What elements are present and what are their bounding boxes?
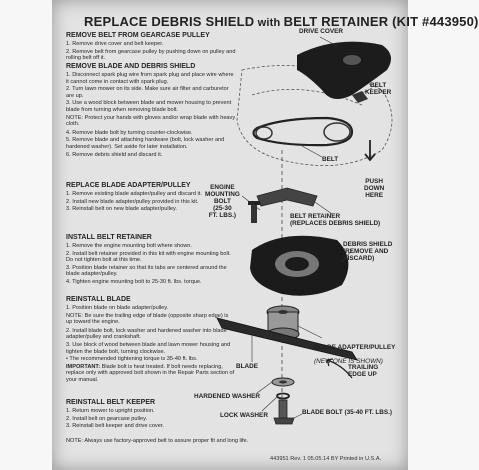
- section-replace-adapter: [66, 182, 236, 214]
- important-text: Blade bolt is heat treated. If bolt needs replacing, replace only with approved bolt shown in the Repair Parts section of your manual.: [66, 363, 235, 383]
- section-remove-belt: [66, 32, 236, 63]
- label-hardened-washer: HARDENED WASHER: [194, 393, 261, 400]
- step: 2. Install belt on gearcase pulley.: [66, 415, 148, 422]
- label-belt: BELT: [322, 156, 339, 163]
- engine-mounting-bolt-shape: [248, 201, 260, 223]
- note: NOTE: Protect your hands with gloves and/or wrap blade with heavy cloth.: [66, 114, 236, 128]
- step: 4. Remove blade bolt by turning counter-clockwise.: [66, 129, 193, 136]
- section-heading: INSTALL BELT RETAINER: [66, 234, 152, 241]
- section-reinstall-blade: [66, 296, 236, 386]
- title-rest: BELT RETAINER (KIT #443950): [283, 14, 479, 29]
- step: 3. Use a wood block between blade and mower housing to prevent blade from turning when removing blade bolt.: [66, 100, 232, 113]
- label-blade-bolt: BLADE BOLT (35-40 FT. LBS.): [302, 409, 393, 416]
- step: 1. Remove existing blade adapter/pulley and discard it.: [66, 191, 202, 197]
- label-blade-adapter-main: BLADE ADAPTER/PULLEY: [314, 344, 396, 351]
- step: 1. Disconnect spark plug wire from spark plug and place wire where it cannot come in contact with spark plug.: [66, 72, 234, 85]
- step: 3. Reinstall belt keeper and drive cover.: [66, 423, 164, 430]
- important-label: IMPORTANT:: [66, 363, 101, 370]
- instruction-sheet: [52, 0, 479, 470]
- note: NOTE: Always use factory-approved belt to assure proper fit and long life.: [66, 438, 249, 444]
- section-heading: REINSTALL BLADE: [66, 296, 131, 303]
- step: 1. Position blade on blade adapter/pulley.: [66, 305, 169, 311]
- step: 2. Install blade bolt, lock washer and hardened washer into blade adapter/pulley and crankshaft.: [66, 327, 227, 341]
- drive-cover-hole: [343, 55, 361, 65]
- section-heading: REMOVE BLADE AND DEBRIS SHIELD: [66, 63, 196, 70]
- section-reinstall-keeper: [66, 399, 236, 431]
- step: 1. Remove drive cover and belt keeper.: [66, 41, 164, 47]
- step: • The recommended tightening torque is 35-40 ft. lbs.: [66, 356, 198, 363]
- step: 2. Remove belt from gearcase pulley by pushing down on pulley and rolling belt off it.: [66, 48, 236, 62]
- step: 2. Install belt retainer provided in this kit with engine mounting bolt. Do not tighten bolt at this time.: [66, 250, 231, 264]
- title-with: with: [257, 17, 281, 29]
- hardened-washer-hole: [279, 381, 287, 384]
- step: 4. Tighten engine mounting bolt to 25-30 ft. lbs. torque.: [66, 278, 202, 285]
- label-belt-retainer: BELT RETAINER (REPLACES DEBRIS SHIELD): [290, 213, 381, 227]
- step: 3. Use block of wood between blade and lawn mower housing and tighten the blade bolt, turning clockwise.: [66, 341, 231, 355]
- step: 2. Install new blade adapter/pulley provided in this kit.: [66, 198, 199, 205]
- label-blade-adapter: [314, 337, 395, 365]
- step: 1. Remove the engine mounting bolt where shown.: [66, 243, 192, 249]
- blade-bolt-shape: [274, 400, 294, 424]
- step: 2. Turn lawn mower on its side. Make sure air filter and carburetor are up.: [66, 86, 229, 99]
- lock-washer-shape: [277, 394, 289, 399]
- note: NOTE: Be sure the trailing edge of blade (opposite sharp edge) is up toward the engine.: [66, 312, 229, 326]
- step: 3. Position blade retainer so that its tabs are centered around the blade adapter/pulley.: [66, 264, 227, 278]
- title-main: REPLACE DEBRIS SHIELD: [84, 14, 255, 29]
- push-down-arrow: [365, 140, 375, 160]
- label-blade-adapter-sub: (NEW ONE IS SHOWN): [314, 358, 383, 365]
- section-heading: REPLACE BLADE ADAPTER/PULLEY: [66, 182, 191, 189]
- label-debris-shield: DEBRIS SHIELD (REMOVE AND DISCARD): [343, 241, 393, 262]
- step: 5. Remove blade and attaching hardware (bolt, lock washer and hardened washer). Set aside for later installation.: [66, 137, 225, 150]
- step: 6. Remove debris shield and discard it.: [66, 151, 163, 158]
- section-remove-blade: [66, 63, 236, 159]
- section-install-retainer: [66, 234, 236, 287]
- label-push-down-here: PUSH DOWN HERE: [364, 178, 385, 199]
- label-engine-mounting-bolt: ENGINE MOUNTING BOLT (25-30 FT. LBS.): [205, 184, 240, 219]
- label-trailing-edge: TRAILING EDGE UP: [348, 364, 379, 378]
- gearcase-pulley: [324, 123, 350, 141]
- section-heading: REINSTALL BELT KEEPER: [66, 399, 156, 406]
- important-note: [66, 364, 236, 384]
- label-drive-cover: DRIVE COVER: [299, 28, 344, 35]
- engine-pulley: [256, 127, 272, 139]
- step: 1. Return mower to upright position.: [66, 408, 155, 414]
- step: 3. Reinstall belt on new blade adapter/pulley.: [66, 206, 177, 213]
- label-blade: BLADE: [236, 363, 259, 370]
- label-belt-keeper: BELT KEEPER: [365, 82, 392, 96]
- label-lock-washer: LOCK WASHER: [220, 412, 268, 419]
- section-heading: REMOVE BELT FROM GEARCASE PULLEY: [66, 32, 210, 39]
- footer-code: 443951 Rev. 1 05.05.14 BY Printed in U.S.A.: [270, 456, 382, 462]
- belt-retainer-shape: [257, 188, 317, 206]
- debris-shield-shape: [250, 236, 348, 296]
- final-note: [66, 437, 276, 447]
